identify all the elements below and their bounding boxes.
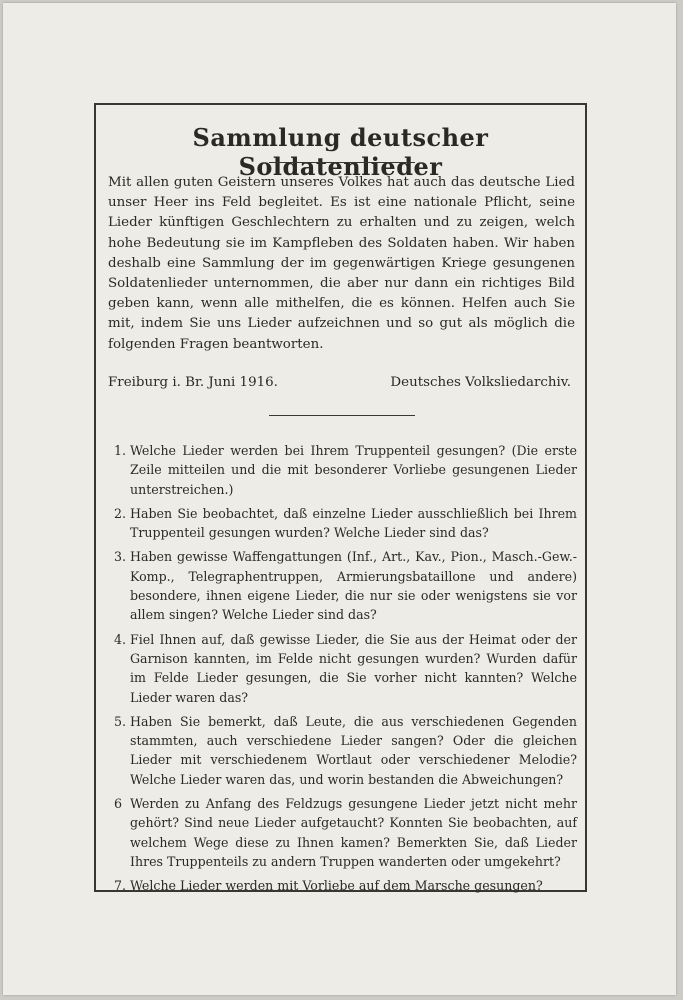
question-text: Werden zu Anfang des Feldzugs gesungene Lieder jetzt nicht mehr gehört? Sind neue Lieder aufgetaucht? Konnten Sie beobachten, auf welchem Wege diese zu Ihnen kamen? Bemerkten Sie, daß Lieder Ihres Truppenteils zu andern Truppen wanderten oder umgekehrt? xyxy=(130,796,577,869)
intro-text: Mit allen guten Geistern unseres Volkes hat auch das deutsche Lied unser Heer ins Feld begleitet. Es ist eine nationale Pflicht, seine Lieder künftigen Geschlechtern zu erhalten und zu zeigen, welch hohe Bedeutung sie im Kampfleben des Soldaten haben. Wir haben deshalb eine Sammlung der im gegenwärtigen Kriege gesungenen Soldatenlieder unternommen, die aber nur dann ein richtiges Bild geben kann, wenn alle mithelfen, die es können. Helfen auch Sie mit, indem Sie uns Lieder aufzeichnen und so gut als möglich die folgenden Fragen beantworten. xyxy=(108,175,575,352)
question-number: 1. xyxy=(114,443,127,458)
divider-middle xyxy=(269,415,415,416)
question-number: 3. xyxy=(114,549,127,565)
question-item xyxy=(114,876,577,895)
question-item xyxy=(114,547,577,624)
organization-name: Deutsches Volksliedarchiv. xyxy=(390,375,571,390)
question-item xyxy=(114,794,577,871)
place-date: Freiburg i. Br. Juni 1916. xyxy=(108,375,278,390)
question-item xyxy=(114,504,577,543)
question-text: Welche Lieder werden mit Vorliebe auf dem Marsche gesungen? xyxy=(130,878,543,894)
document-frame xyxy=(94,103,587,892)
question-text: Haben Sie bemerkt, daß Leute, die aus verschiedenen Gegenden stammten, auch verschiedene Lieder sangen? Oder die gleichen Lieder mit verschiedenem Wortlaut oder verschiedener Melodie? Welche Lieder waren das, und worin bestanden die Abweichungen? xyxy=(130,713,577,787)
question-item xyxy=(114,441,577,499)
question-number: 5. xyxy=(114,713,127,729)
intro-paragraph xyxy=(108,173,575,355)
question-item xyxy=(114,712,577,789)
signature-line xyxy=(108,375,575,390)
question-text: Haben gewisse Waffengattungen (Inf., Art., Kav., Pion., Masch.-Gew.-Komp., Telegraphentruppen, Armierungsbataillone und andere) besondere, ihnen eigene Lieder, die nur sie oder wenigstens sie vor allem singen? Welche Lieder sind das? xyxy=(130,549,577,623)
document-title: Sammlung deutscher Soldatenlieder xyxy=(192,123,489,181)
paper-sheet xyxy=(3,3,676,995)
question-number: 7. xyxy=(114,878,127,894)
divider-top xyxy=(269,162,415,163)
question-number: 6 xyxy=(114,796,123,812)
question-text: Fiel Ihnen auf, daß gewisse Lieder, die Sie aus der Heimat oder der Garnison kannten, im Felde nicht gesungen wurden? Wurden dafür im Felde Lieder gesungen, die Sie vorher nicht kannten? Welche Lieder waren das? xyxy=(130,631,577,705)
question-text: Haben Sie beobachtet, daß einzelne Lieder ausschließlich bei Ihrem Truppenteil gesungen wurden? Welche Lieder sind das? xyxy=(130,505,577,541)
question-item xyxy=(114,630,577,707)
question-list xyxy=(114,441,577,901)
question-text: Welche Lieder werden bei Ihrem Truppenteil gesungen? (Die erste Zeile mitteilen und die mit besonderer Vorliebe gesungenen Lieder unterstreichen.) xyxy=(130,443,577,497)
question-number: 4. xyxy=(114,631,127,647)
question-number: 2. xyxy=(114,505,127,521)
